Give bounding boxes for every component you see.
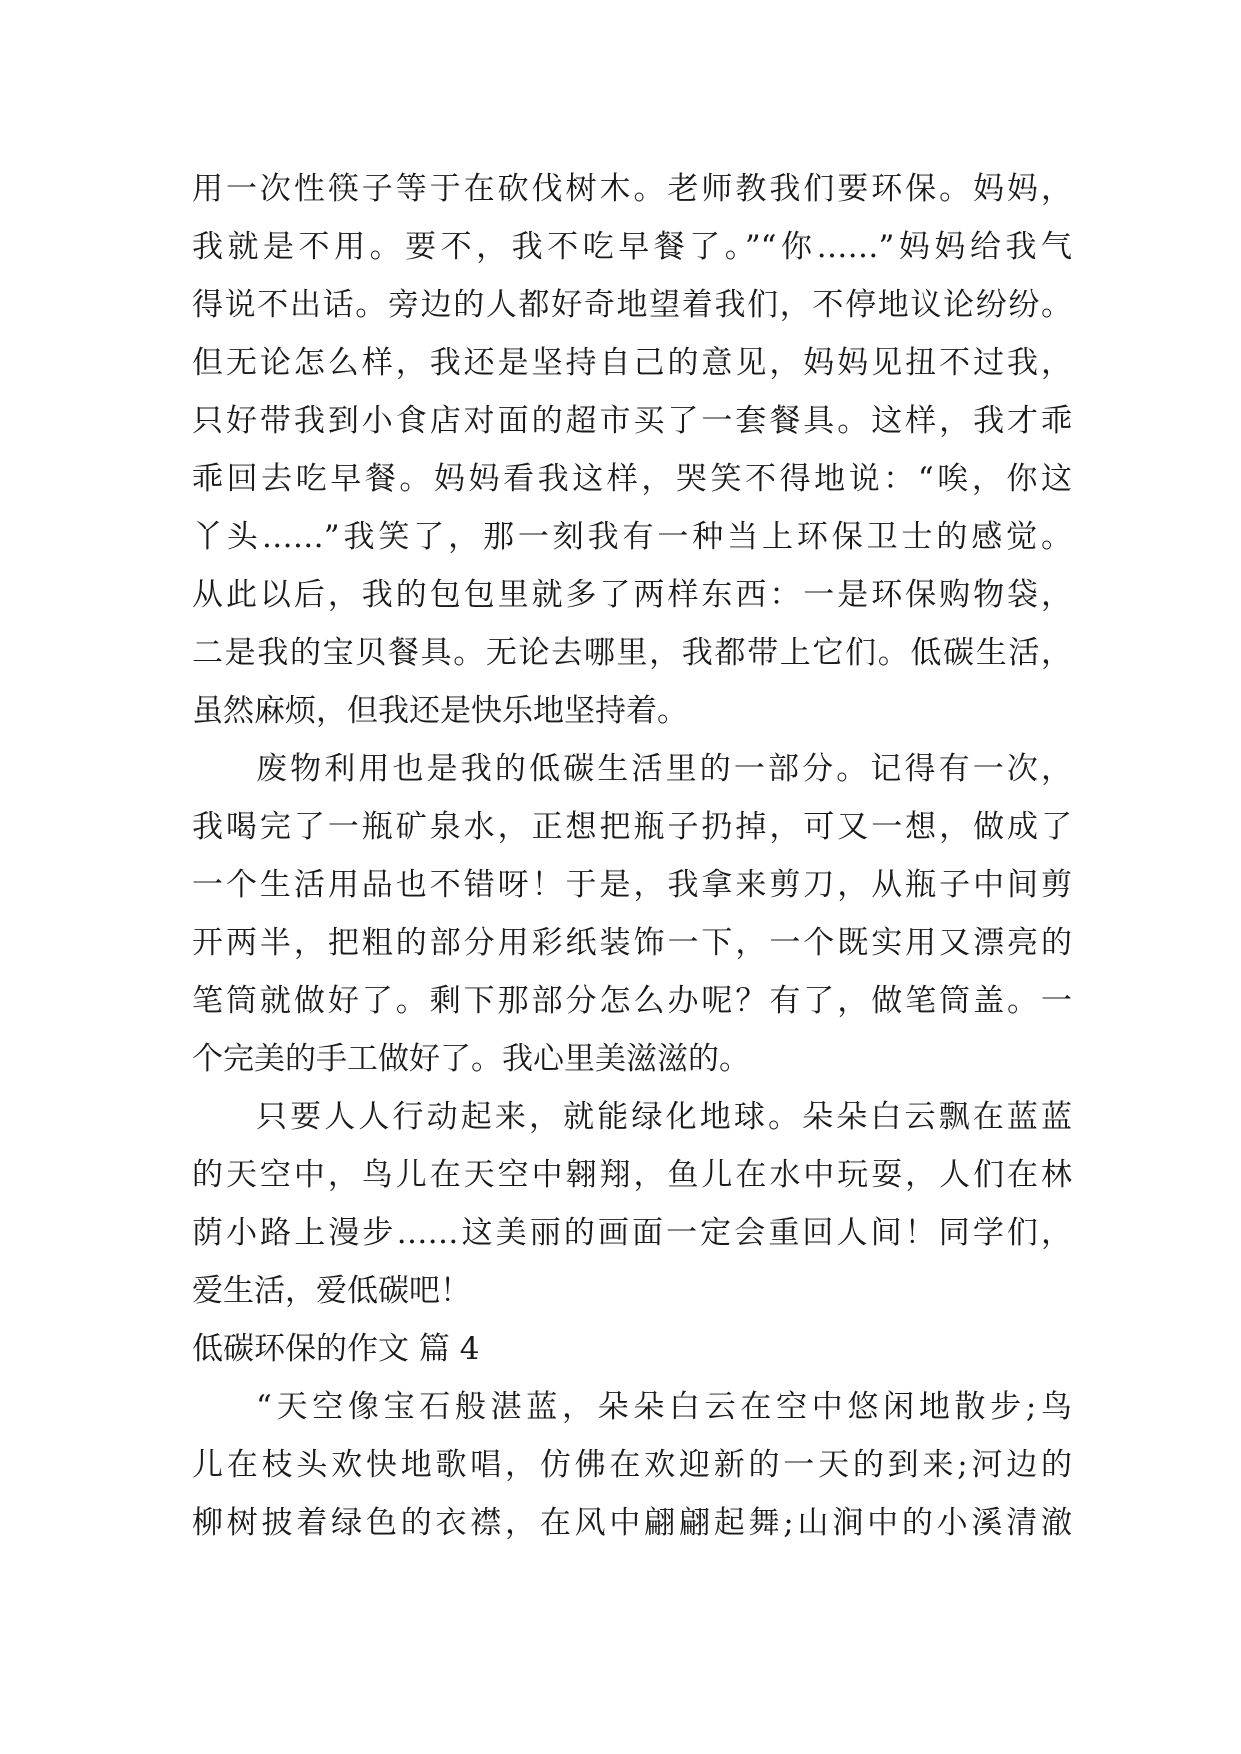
text-line: 荫小路上漫步……这美丽的画面一定会重回人间！同学们，	[192, 1215, 1072, 1251]
text-line: 只好带我到小食店对面的超市买了一套餐具。这样，我才乖	[192, 403, 1072, 439]
text-line: 只要人人行动起来，就能绿化地球。朵朵白云飘在蓝蓝	[256, 1099, 1072, 1135]
text-line: 从此以后，我的包包里就多了两样东西：一是环保购物袋，	[192, 577, 1072, 613]
text-line: 爱生活，爱低碳吧！	[192, 1273, 471, 1309]
paragraph	[192, 1378, 1072, 1552]
paragraph	[192, 740, 1072, 1088]
text-line: 笔筒就做好了。剩下那部分怎么办呢？有了，做笔筒盖。一	[192, 983, 1072, 1019]
paragraph	[192, 160, 1072, 740]
text-line: 的天空中，鸟儿在天空中翱翔，鱼儿在水中玩耍，人们在林	[192, 1157, 1072, 1193]
text-line: 柳树披着绿色的衣襟，在风中翩翩起舞;山涧中的小溪清澈	[192, 1505, 1072, 1541]
text-line: 我喝完了一瓶矿泉水，正想把瓶子扔掉，可又一想，做成了	[192, 809, 1072, 845]
text-line: 虽然麻烦，但我还是快乐地坚持着。	[192, 693, 688, 729]
paragraph	[192, 1088, 1072, 1320]
text-line: 用一次性筷子等于在砍伐树木。老师教我们要环保。妈妈，	[192, 171, 1072, 207]
text-line: “天空像宝石般湛蓝，朵朵白云在空中悠闲地散步;鸟	[256, 1389, 1072, 1425]
text-line: 个完美的手工做好了。我心里美滋滋的。	[192, 1041, 750, 1077]
text-line: 乖回去吃早餐。妈妈看我这样，哭笑不得地说：“唉，你这	[192, 461, 1072, 497]
text-line: 开两半，把粗的部分用彩纸装饰一下，一个既实用又漂亮的	[192, 925, 1072, 961]
text-line: 我就是不用。要不，我不吃早餐了。”“你……”妈妈给我气	[192, 229, 1072, 265]
text-line: 得说不出话。旁边的人都好奇地望着我们，不停地议论纷纷。	[192, 287, 1072, 323]
text-line: 二是我的宝贝餐具。无论去哪里，我都带上它们。低碳生活，	[192, 635, 1072, 671]
section-heading	[192, 1320, 1072, 1378]
text-line: 一个生活用品也不错呀！于是，我拿来剪刀，从瓶子中间剪	[192, 867, 1072, 903]
text-line: 废物利用也是我的低碳生活里的一部分。记得有一次，	[256, 751, 1072, 787]
text-line: 但无论怎么样，我还是坚持自己的意见，妈妈见扭不过我，	[192, 345, 1072, 381]
document-body	[192, 160, 1072, 1552]
text-line: 儿在枝头欢快地歌唱，仿佛在欢迎新的一天的到来;河边的	[192, 1447, 1072, 1483]
text-line: 丫头……”我笑了，那一刻我有一种当上环保卫士的感觉。	[192, 519, 1072, 555]
heading-text: 低碳环保的作文 篇 4	[192, 1331, 480, 1367]
